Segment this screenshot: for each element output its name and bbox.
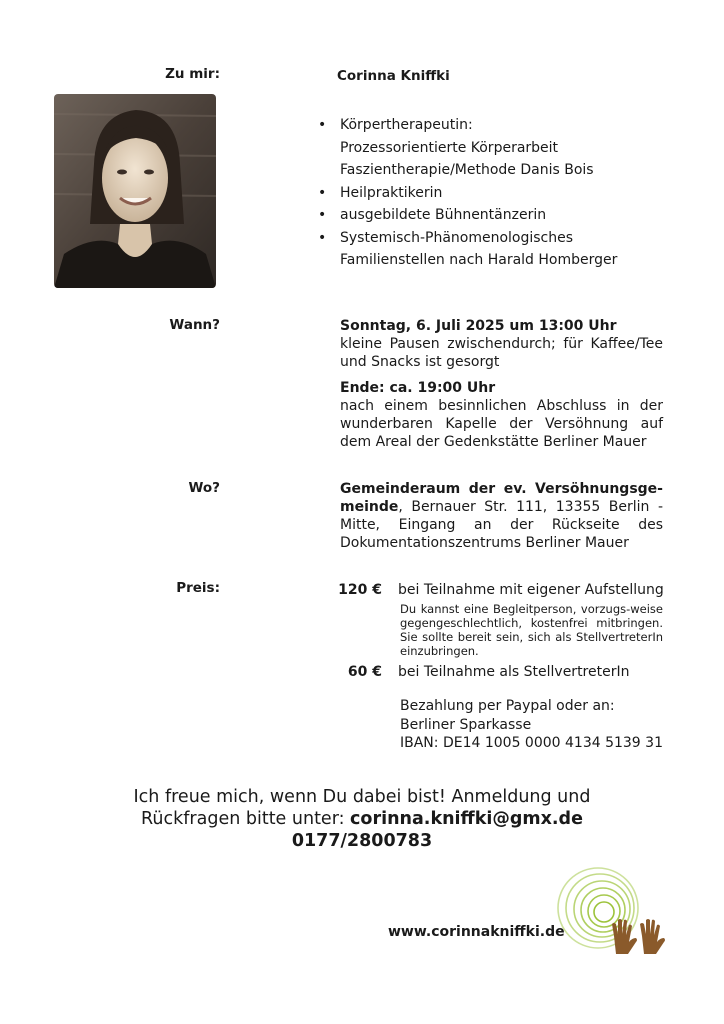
price-option-note: Du kannst eine Begleitperson, vorzugs-weise gegengeschlechtlich, kostenfrei mitbringen. Sie sollte bereit sein, sich als StellvertreterIn einzubringen. (400, 602, 663, 658)
start-time: Sonntag, 6. Juli 2025 um 13:00 Uhr (340, 318, 617, 334)
contact-phone[interactable]: 0177/2800783 (291, 831, 433, 851)
price-amount-representative: 60 € (347, 664, 382, 680)
portrait-photo (54, 94, 216, 288)
list-item: • Körpertherapeutin: (318, 114, 617, 137)
about-label: Zu mir: (165, 66, 220, 82)
list-item-continuation: Familienstellen nach Harald Homberger (340, 252, 618, 268)
contact-email[interactable]: corinna.kniffki@gmx.de (350, 809, 583, 829)
list-item-continuation: Faszientherapie/Methode Danis Bois (340, 162, 594, 178)
start-note: kleine Pausen zwischendurch; für Kaffee/Tee und Snacks ist gesorgt (340, 336, 663, 370)
qualification-list (318, 114, 617, 272)
list-item: • Systemisch-Phänomenologisches (318, 227, 617, 250)
price-option-full: bei Teilnahme mit eigener Aufstellung (398, 582, 664, 598)
list-item-continuation: Prozessorientierte Körperarbeit (340, 139, 559, 156)
closing-text (0, 786, 724, 852)
end-note: nach einem besinnlichen Abschluss in der wunderbaren Kapelle der Versöhnung auf dem Areal der Gedenkstätte Berliner Mauer (340, 398, 663, 450)
price-amount-full: 120 € (338, 582, 382, 598)
when-label: Wann? (169, 317, 220, 333)
closing-line-2: Rückfragen bitte unter: (141, 809, 351, 829)
end-time: Ende: ca. 19:00 Uhr (340, 380, 496, 396)
where-block (340, 480, 663, 552)
when-block (340, 317, 663, 451)
price-option-representative: bei Teilnahme als StellvertreterIn (398, 664, 630, 680)
payment-line: Bezahlung per Paypal oder an: (400, 698, 615, 714)
website-link[interactable]: www.corinnakniffki.de (388, 924, 565, 940)
closing-line-1: Ich freue mich, wenn Du dabei bist! Anmeldung und (133, 787, 591, 807)
price-label: Preis: (176, 580, 220, 596)
payment-line: Berliner Sparkasse (400, 716, 532, 733)
list-item: • ausgebildete Bühnentänzerin (318, 204, 617, 227)
where-label: Wo? (188, 480, 220, 496)
payment-line: IBAN: DE14 1005 0000 4134 5139 31 (400, 735, 663, 751)
spiral-hands-logo (552, 862, 672, 962)
venue-address: , Bernauer Str. 111, 13355 Berlin - Mitte, Eingang an der Rückseite des Dokumentationszentrums Berliner Mauer (340, 499, 663, 551)
venue-name: Gemeinderaum der ev. Versöhnungsge-meinde (340, 481, 663, 515)
list-item: • Heilpraktikerin (318, 182, 617, 205)
person-name: Corinna Kniffki (337, 68, 450, 84)
payment-info (400, 697, 663, 753)
